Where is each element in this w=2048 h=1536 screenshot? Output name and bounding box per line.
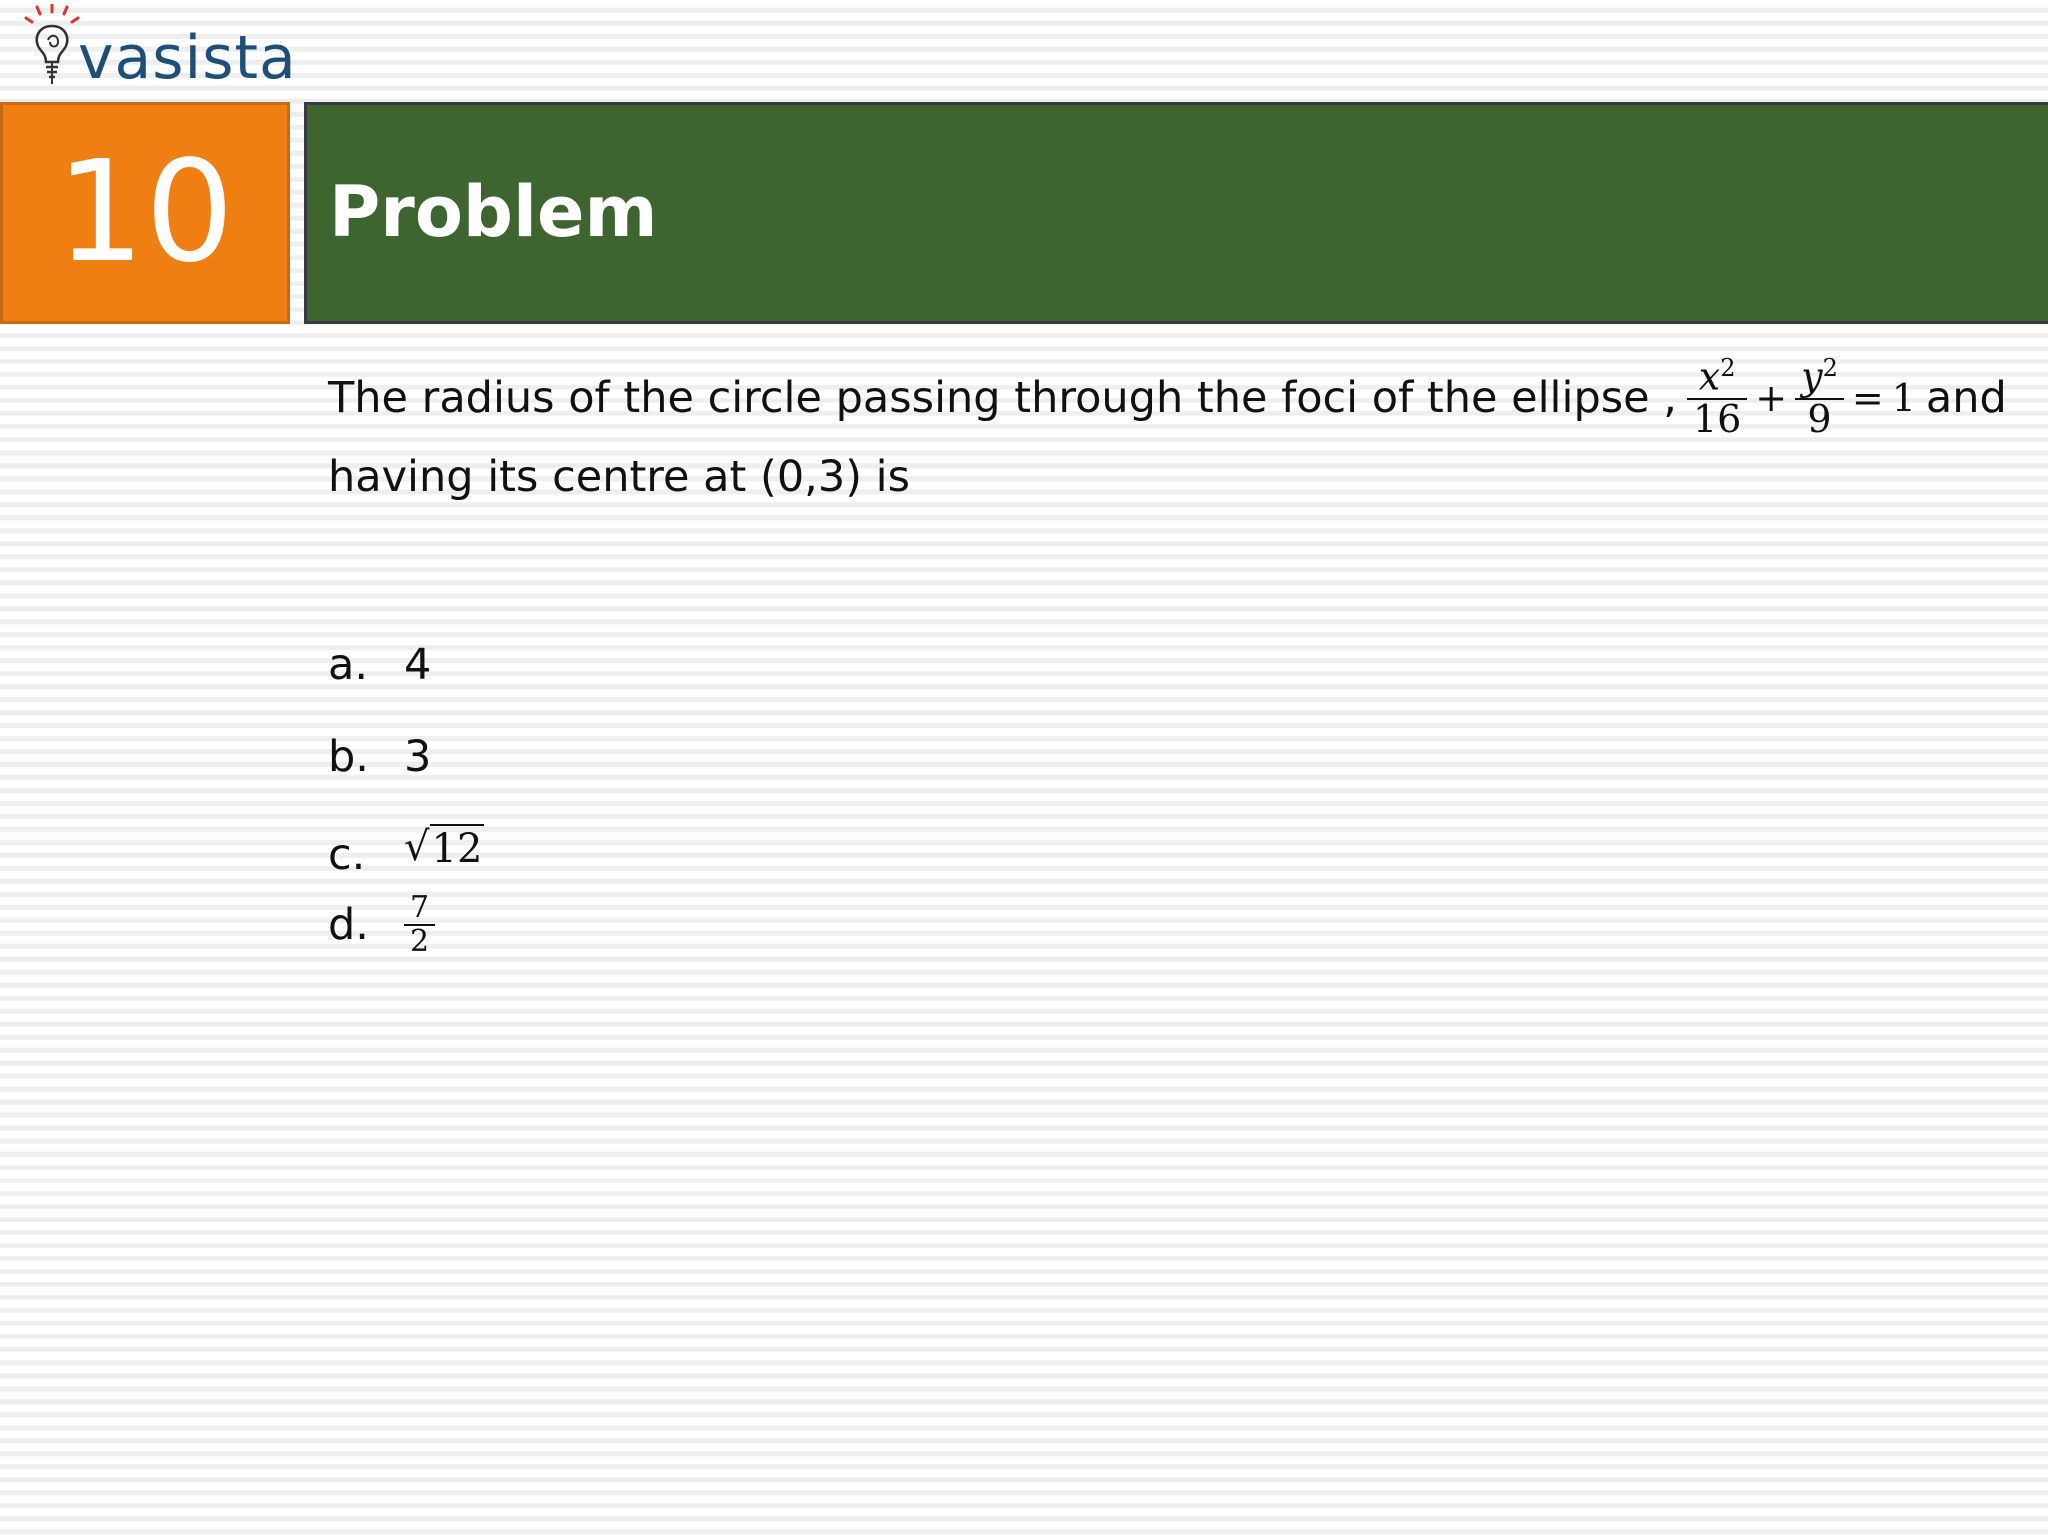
option-a-value: 4: [404, 640, 432, 690]
option-a-label: a.: [328, 640, 369, 690]
option-d-label: d.: [328, 899, 369, 950]
option-b-label: b.: [328, 732, 369, 782]
logo-text: vasista: [78, 23, 297, 93]
den-9: 9: [1807, 396, 1832, 441]
option-b-value: 3: [404, 732, 432, 782]
question-text-and: and: [1925, 373, 2007, 423]
question-text-start: The radius of the circle passing through the foci of the ellipse ,: [328, 373, 1677, 423]
option-c: [328, 816, 484, 880]
plus-sign: +: [1755, 376, 1788, 420]
option-c-label: c.: [328, 830, 366, 880]
title-bar: [304, 102, 2048, 324]
option-b: [328, 732, 431, 782]
option-c-value: 12: [431, 826, 483, 872]
fraction-x: [1687, 356, 1747, 439]
var-x: x: [1698, 354, 1721, 399]
slide-number: 10: [55, 131, 235, 294]
option-d-fraction: [404, 892, 435, 957]
rhs-one: 1: [1891, 376, 1916, 420]
var-y: y: [1801, 354, 1823, 399]
den-16: 16: [1692, 396, 1742, 441]
option-d: [328, 892, 435, 957]
option-d-den: 2: [410, 923, 430, 959]
exp-x: 2: [1720, 354, 1736, 383]
fraction-y: [1795, 356, 1844, 439]
question-line-1: [328, 338, 2007, 458]
logo: [22, 4, 297, 96]
option-d-num: 7: [410, 890, 430, 925]
question-line-2: having its centre at (0,3) is: [328, 452, 910, 502]
option-c-sqrt: [404, 824, 484, 872]
slide-number-box: [0, 102, 290, 324]
exp-y: 2: [1822, 354, 1838, 383]
ellipse-equation: [1683, 356, 1920, 439]
page-title: Problem: [329, 171, 658, 253]
option-a: [328, 640, 431, 690]
sqrt-symbol: √: [404, 824, 430, 870]
equals-sign: =: [1851, 376, 1884, 420]
lightbulb-icon: [22, 4, 82, 94]
